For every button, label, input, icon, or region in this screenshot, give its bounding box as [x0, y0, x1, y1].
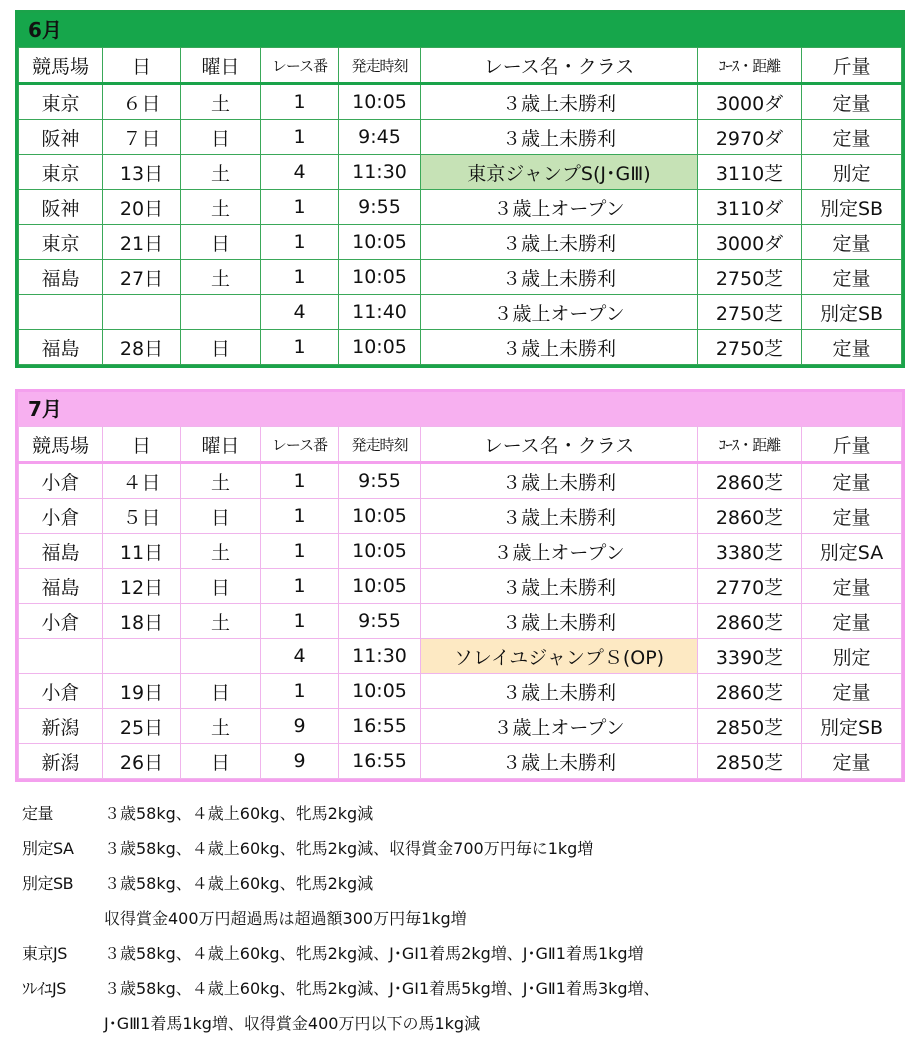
- cell-venue: 新潟: [19, 709, 103, 744]
- header-weekday: 曜日: [181, 48, 261, 84]
- note-row: [22, 971, 902, 1006]
- note-text: ３歳58kg、４歳上60kg、牝馬2kg減、収得賞金700万円毎に1kg増: [104, 839, 594, 858]
- cell-name: 東京ジャンプS(J･GⅢ): [421, 155, 698, 190]
- table-row: [19, 569, 902, 604]
- header-weekday: 曜日: [181, 427, 261, 463]
- cell-day: ４日: [103, 463, 181, 499]
- cell-name: ３歳上未勝利: [421, 120, 698, 155]
- note-row: [22, 1006, 902, 1041]
- cell-time: 11:30: [339, 639, 421, 674]
- cell-name: ３歳上未勝利: [421, 225, 698, 260]
- cell-time: 10:05: [339, 225, 421, 260]
- cell-race: 4: [261, 295, 339, 330]
- cell-course: 2750芝: [698, 260, 802, 295]
- note-row: [22, 831, 902, 866]
- cell-race: 1: [261, 225, 339, 260]
- cell-weight: 定量: [802, 260, 902, 295]
- cell-venue: 福島: [19, 569, 103, 604]
- cell-weekday: 土: [181, 463, 261, 499]
- cell-name: ３歳上未勝利: [421, 674, 698, 709]
- cell-time: 16:55: [339, 744, 421, 779]
- cell-day: ６日: [103, 84, 181, 120]
- cell-course: 2860芝: [698, 463, 802, 499]
- note-text: J･GⅢ1着馬1kg増、収得賞金400万円以下の馬1kg減: [104, 1014, 481, 1033]
- cell-course: 2850芝: [698, 709, 802, 744]
- cell-name: ３歳上未勝利: [421, 744, 698, 779]
- cell-name: ３歳上オープン: [421, 709, 698, 744]
- cell-day: 27日: [103, 260, 181, 295]
- cell-weight: 定量: [802, 744, 902, 779]
- note-row: [22, 866, 902, 901]
- header-venue: 競馬場: [19, 48, 103, 84]
- note-label: ｿﾚｲﾕJS: [22, 979, 66, 998]
- cell-weekday: [181, 639, 261, 674]
- cell-day: 20日: [103, 190, 181, 225]
- cell-race: 1: [261, 534, 339, 569]
- cell-course: 3110芝: [698, 155, 802, 190]
- cell-time: 11:40: [339, 295, 421, 330]
- cell-time: 9:55: [339, 604, 421, 639]
- cell-name: ３歳上オープン: [421, 295, 698, 330]
- header-venue: 競馬場: [19, 427, 103, 463]
- cell-weight: 別定: [802, 155, 902, 190]
- cell-day: ７日: [103, 120, 181, 155]
- cell-name: ３歳上オープン: [421, 190, 698, 225]
- table-row: [19, 225, 902, 260]
- cell-weight: 定量: [802, 225, 902, 260]
- cell-time: 9:45: [339, 120, 421, 155]
- note-text: ３歳58kg、４歳上60kg、牝馬2kg減: [104, 804, 374, 823]
- cell-race: 1: [261, 260, 339, 295]
- cell-race: 1: [261, 330, 339, 365]
- cell-venue: 福島: [19, 534, 103, 569]
- note-text: 収得賞金400万円超過馬は超過額300万円毎1kg増: [104, 909, 467, 928]
- cell-name: ３歳上未勝利: [421, 569, 698, 604]
- cell-course: 3380芝: [698, 534, 802, 569]
- header-course: ｺｰｽ・距離: [698, 427, 802, 463]
- cell-weight: 定量: [802, 604, 902, 639]
- cell-time: 9:55: [339, 463, 421, 499]
- header-post-time: 発走時刻: [339, 48, 421, 84]
- cell-name: ３歳上未勝利: [421, 604, 698, 639]
- cell-weight: 別定SB: [802, 190, 902, 225]
- cell-course: 2860芝: [698, 499, 802, 534]
- header-race-number: レース番: [261, 48, 339, 84]
- cell-day: 13日: [103, 155, 181, 190]
- table-row: [19, 155, 902, 190]
- june-table: [18, 47, 902, 365]
- cell-time: 10:05: [339, 534, 421, 569]
- july-schedule: [15, 389, 905, 782]
- cell-day: 25日: [103, 709, 181, 744]
- cell-race: 1: [261, 674, 339, 709]
- note-row: [22, 901, 902, 936]
- cell-race: 1: [261, 499, 339, 534]
- table-row: [19, 190, 902, 225]
- july-table: [18, 426, 902, 779]
- cell-weight: 別定SA: [802, 534, 902, 569]
- header-day: 日: [103, 427, 181, 463]
- cell-venue: 阪神: [19, 120, 103, 155]
- cell-weight: 定量: [802, 330, 902, 365]
- cell-weight: 定量: [802, 499, 902, 534]
- cell-time: 10:05: [339, 84, 421, 120]
- table-row: [19, 295, 902, 330]
- cell-course: 2970ダ: [698, 120, 802, 155]
- cell-venue: 東京: [19, 155, 103, 190]
- cell-venue: 小倉: [19, 463, 103, 499]
- cell-venue: 福島: [19, 260, 103, 295]
- cell-race: 1: [261, 190, 339, 225]
- table-row: [19, 499, 902, 534]
- table-row: [19, 120, 902, 155]
- cell-venue: 小倉: [19, 499, 103, 534]
- cell-race: 4: [261, 639, 339, 674]
- cell-weekday: 土: [181, 709, 261, 744]
- cell-day: 12日: [103, 569, 181, 604]
- weight-notes: [22, 796, 902, 1041]
- table-row: [19, 463, 902, 499]
- header-race-number: レース番: [261, 427, 339, 463]
- cell-name: ３歳上オープン: [421, 534, 698, 569]
- cell-weekday: [181, 295, 261, 330]
- cell-course: 3000ダ: [698, 225, 802, 260]
- cell-day: 18日: [103, 604, 181, 639]
- cell-time: 11:30: [339, 155, 421, 190]
- table-row: [19, 604, 902, 639]
- note-label: 東京JS: [22, 944, 67, 963]
- cell-weight: 別定: [802, 639, 902, 674]
- table-header-row: [19, 48, 902, 84]
- header-weight: 斤量: [802, 427, 902, 463]
- cell-race: 9: [261, 744, 339, 779]
- cell-venue: [19, 639, 103, 674]
- table-header-row: [19, 427, 902, 463]
- june-title: 6月: [18, 13, 902, 47]
- cell-name: ３歳上未勝利: [421, 499, 698, 534]
- cell-time: 10:05: [339, 499, 421, 534]
- june-rows: [19, 84, 902, 365]
- table-row: [19, 534, 902, 569]
- cell-race: 1: [261, 569, 339, 604]
- note-label: 別定SB: [22, 874, 74, 893]
- cell-name: ソレイユジャンプＳ(OP): [421, 639, 698, 674]
- cell-weight: 定量: [802, 84, 902, 120]
- note-label: 定量: [22, 804, 54, 823]
- table-row: [19, 639, 902, 674]
- table-row: [19, 674, 902, 709]
- table-row: [19, 744, 902, 779]
- cell-race: 9: [261, 709, 339, 744]
- cell-course: 2860芝: [698, 674, 802, 709]
- cell-day: [103, 639, 181, 674]
- cell-weekday: 日: [181, 499, 261, 534]
- cell-day: [103, 295, 181, 330]
- cell-course: 2750芝: [698, 330, 802, 365]
- header-race-name: レース名・クラス: [421, 48, 698, 84]
- header-course: ｺｰｽ・距離: [698, 48, 802, 84]
- cell-venue: 東京: [19, 84, 103, 120]
- cell-course: 2770芝: [698, 569, 802, 604]
- cell-course: 2750芝: [698, 295, 802, 330]
- cell-weekday: 土: [181, 534, 261, 569]
- cell-weekday: 日: [181, 674, 261, 709]
- cell-venue: 東京: [19, 225, 103, 260]
- note-text: ３歳58kg、４歳上60kg、牝馬2kg減: [104, 874, 374, 893]
- cell-day: 26日: [103, 744, 181, 779]
- cell-weekday: 日: [181, 330, 261, 365]
- cell-time: 10:05: [339, 330, 421, 365]
- june-schedule: [15, 10, 905, 368]
- cell-time: 16:55: [339, 709, 421, 744]
- header-weight: 斤量: [802, 48, 902, 84]
- cell-course: 3000ダ: [698, 84, 802, 120]
- cell-time: 10:05: [339, 260, 421, 295]
- cell-weight: 定量: [802, 120, 902, 155]
- cell-venue: 小倉: [19, 604, 103, 639]
- cell-course: 3390芝: [698, 639, 802, 674]
- cell-time: 10:05: [339, 674, 421, 709]
- table-row: [19, 84, 902, 120]
- july-title: 7月: [18, 392, 902, 426]
- note-text: ３歳58kg、４歳上60kg、牝馬2kg減、J･GⅠ1着馬5kg増、J･GⅡ1着馬3kg増、: [104, 979, 660, 998]
- july-rows: [19, 463, 902, 779]
- note-row: [22, 796, 902, 831]
- note-label: 別定SA: [22, 839, 74, 858]
- cell-weekday: 土: [181, 260, 261, 295]
- header-post-time: 発走時刻: [339, 427, 421, 463]
- note-row: [22, 936, 902, 971]
- cell-day: 21日: [103, 225, 181, 260]
- table-row: [19, 260, 902, 295]
- cell-name: ３歳上未勝利: [421, 84, 698, 120]
- cell-weight: 定量: [802, 674, 902, 709]
- cell-race: 1: [261, 120, 339, 155]
- cell-day: 19日: [103, 674, 181, 709]
- cell-course: 3110ダ: [698, 190, 802, 225]
- cell-time: 9:55: [339, 190, 421, 225]
- cell-weekday: 日: [181, 569, 261, 604]
- header-race-name: レース名・クラス: [421, 427, 698, 463]
- cell-venue: 阪神: [19, 190, 103, 225]
- cell-weekday: 日: [181, 120, 261, 155]
- cell-race: 1: [261, 84, 339, 120]
- cell-weight: 定量: [802, 569, 902, 604]
- cell-weight: 定量: [802, 463, 902, 499]
- cell-name: ３歳上未勝利: [421, 260, 698, 295]
- cell-race: 1: [261, 463, 339, 499]
- cell-venue: [19, 295, 103, 330]
- cell-weekday: 土: [181, 190, 261, 225]
- cell-weight: 別定SB: [802, 709, 902, 744]
- table-row: [19, 709, 902, 744]
- cell-race: 4: [261, 155, 339, 190]
- cell-venue: 新潟: [19, 744, 103, 779]
- cell-venue: 福島: [19, 330, 103, 365]
- cell-day: ５日: [103, 499, 181, 534]
- cell-course: 2860芝: [698, 604, 802, 639]
- cell-weekday: 土: [181, 604, 261, 639]
- cell-weekday: 日: [181, 225, 261, 260]
- cell-weight: 別定SB: [802, 295, 902, 330]
- header-day: 日: [103, 48, 181, 84]
- table-row: [19, 330, 902, 365]
- cell-day: 28日: [103, 330, 181, 365]
- cell-name: ３歳上未勝利: [421, 330, 698, 365]
- cell-course: 2850芝: [698, 744, 802, 779]
- cell-race: 1: [261, 604, 339, 639]
- cell-day: 11日: [103, 534, 181, 569]
- note-text: ３歳58kg、４歳上60kg、牝馬2kg減、J･GⅠ1着馬2kg増、J･GⅡ1着馬1kg増: [104, 944, 644, 963]
- cell-weekday: 土: [181, 84, 261, 120]
- cell-name: ３歳上未勝利: [421, 463, 698, 499]
- cell-venue: 小倉: [19, 674, 103, 709]
- cell-time: 10:05: [339, 569, 421, 604]
- cell-weekday: 土: [181, 155, 261, 190]
- cell-weekday: 日: [181, 744, 261, 779]
